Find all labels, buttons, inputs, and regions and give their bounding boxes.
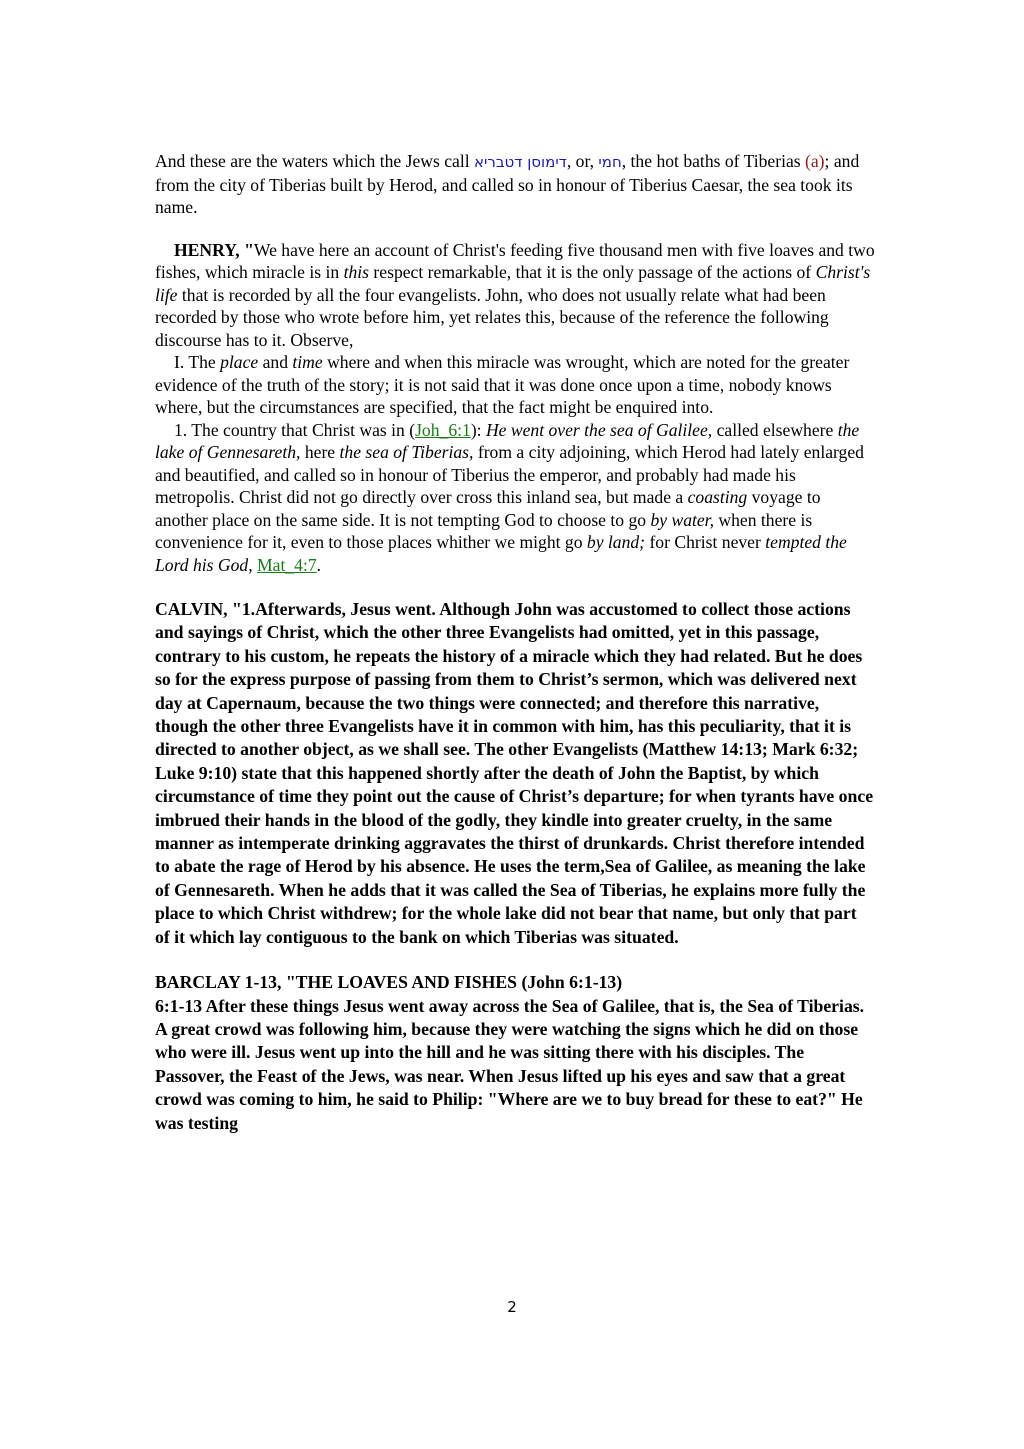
- henry-emphasis: time: [292, 352, 323, 372]
- intro-text: And these are the waters which the Jews call: [155, 151, 475, 171]
- intro-text: , the hot baths of Tiberias: [621, 151, 806, 171]
- page-number: 2: [507, 1298, 517, 1316]
- henry-text: here: [300, 442, 340, 462]
- intro-paragraph: [155, 150, 875, 219]
- henry-text: respect remarkable, that it is the only passage of the actions of: [369, 262, 816, 282]
- henry-text: called elsewhere: [712, 419, 838, 440]
- henry-text: where and when this miracle was wrought, which are noted for the greater evidence of the truth of the story; it is not said that it was done once upon a time, nobody knows where, but the circumstances are specified, that the fact might be enquired into.: [155, 352, 850, 417]
- henry-text: and: [258, 352, 293, 372]
- henry-text: voyage to another place on the same side. It is not tempting God to choose to go: [155, 487, 821, 530]
- henry-text: that is recorded by all the four evangelists. John, who does not usually relate what had been recorded by those who wrote before him, yet relates this, because of the reference the following discourse has to it. Observe,: [155, 284, 829, 350]
- henry-paragraph-1: [155, 239, 875, 352]
- henry-paragraph-3: [155, 419, 875, 577]
- henry-label: HENRY, ": [174, 239, 254, 260]
- henry-emphasis: by water,: [650, 509, 714, 530]
- document-body: [155, 150, 875, 1135]
- henry-paragraph-2: [155, 351, 875, 419]
- hebrew-term-hot: חמי: [598, 153, 622, 171]
- henry-text: .: [316, 554, 322, 575]
- henry-text: We have here an account of Christ's feeding five thousand men with five loaves and two fishes, which miracle is in: [155, 239, 875, 282]
- henry-emphasis: the sea of Tiberias,: [339, 442, 474, 462]
- henry-emphasis: tempted the Lord his God,: [155, 532, 847, 575]
- henry-text: from a city adjoining, which Herod had lately enlarged and beautified, and called so in honour of Tiberius the emperor, and probably had made his metropolis. Christ did not go directly over cross this inland sea, but made a: [155, 442, 864, 507]
- calvin-paragraph: CALVIN, "1.Afterwards, Jesus went. Although John was accustomed to collect those actions and sayings of Christ, which the other three Evangelists had omitted, yet in this passage, contrary to his custom, he repeats the history of a miracle which they had related. But he does so for the express purpose of passing from them to Christ’s sermon, which was delivered next day at Capernaum, because the two things were connected; and therefore this narrative, though the other three Evangelists have it in common with him, has this peculiarity, that it is directed to another object, as we shall see. The other Evangelists (Matthew 14:13; Mark 6:32; Luke 9:10) state that this happened shortly after the death of John the Baptist, by which circumstance of time they point out the cause of Christ’s departure; for when tyrants have once imbrued their hands in the blood of the godly, they kindle into greater cruelty, in the same manner as intemperate drinking aggravates the thirst of drunkards. Christ therefore intended to abate the rage of Herod by his absence. He uses the term,Sea of Galilee, as meaning the lake of Gennesareth. When he adds that it was called the Sea of Tiberias, he explains more fully the place to which Christ withdrew; for the whole lake did not bear that name, but only that part of it which lay contiguous to the bank on which Tiberias was situated.: [155, 599, 874, 947]
- henry-emphasis: Christ's life: [155, 262, 871, 305]
- henry-text: for Christ never: [645, 532, 766, 552]
- henry-text: when there is convenience for it, even to those places whither we might go: [155, 509, 813, 552]
- barclay-heading: BARCLAY 1-13, "THE LOAVES AND FISHES (John 6:1-13): [155, 972, 623, 993]
- henry-emphasis: this: [343, 262, 370, 282]
- henry-emphasis: He went over the sea of Galilee,: [485, 419, 713, 440]
- scripture-link-joh-6-1[interactable]: Joh_6:1: [415, 419, 471, 440]
- henry-emphasis: coasting: [687, 487, 748, 507]
- hebrew-term-baths: דימוסן דטבריא: [474, 153, 567, 171]
- scripture-link-mat-4-7[interactable]: Mat_4:7: [257, 554, 317, 575]
- henry-text: I. The: [174, 352, 221, 372]
- henry-text: 1. The country that Christ was in (: [174, 419, 416, 440]
- intro-text: ; and from the city of Tiberias built by Herod, and called so in honour of Tiberius Caesar, the sea took its name.: [155, 151, 860, 217]
- henry-emphasis: by land;: [586, 532, 646, 552]
- henry-emphasis: place: [220, 352, 259, 372]
- footnote-marker[interactable]: (a): [805, 151, 825, 171]
- intro-text: , or,: [566, 151, 599, 171]
- barclay-paragraph: 6:1-13 After these things Jesus went away across the Sea of Galilee, that is, the Sea of Tiberias. A great crowd was following him, because they were watching the signs which he did on those who were ill. Jesus went up into the hill and he was sitting there with his disciples. The Passover, the Feast of the Jews, was near. When Jesus lifted up his eyes and saw that a great crowd was coming to him, he said to Philip: "Where are we to buy bread for these to eat?" He was testing: [155, 995, 865, 1133]
- henry-emphasis: the lake of Gennesareth,: [155, 419, 860, 462]
- henry-text: ):: [470, 419, 486, 440]
